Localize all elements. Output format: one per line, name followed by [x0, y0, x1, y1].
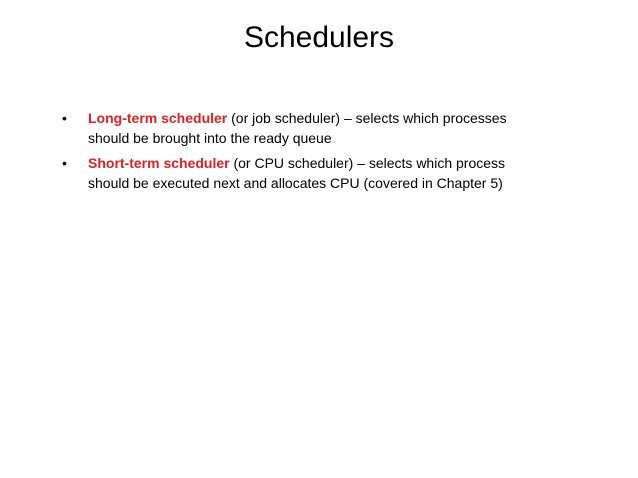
bullet-term: Long-term scheduler	[88, 110, 228, 126]
bullet-item-long-term	[62, 108, 522, 148]
bullet-list	[62, 108, 522, 198]
bullet-item-short-term	[62, 153, 522, 193]
slide-title: Schedulers	[243, 21, 395, 54]
bullet-term: Short-term scheduler	[88, 155, 230, 171]
bullet-icon: •	[62, 110, 67, 126]
bullet-text: (or job scheduler) – selects which processes should be brought into the ready queue	[88, 110, 507, 146]
bullet-text: (or CPU scheduler) – selects which process should be executed next and allocates CPU (covered in Chapter 5)	[88, 155, 506, 191]
bullet-icon: •	[62, 155, 67, 171]
